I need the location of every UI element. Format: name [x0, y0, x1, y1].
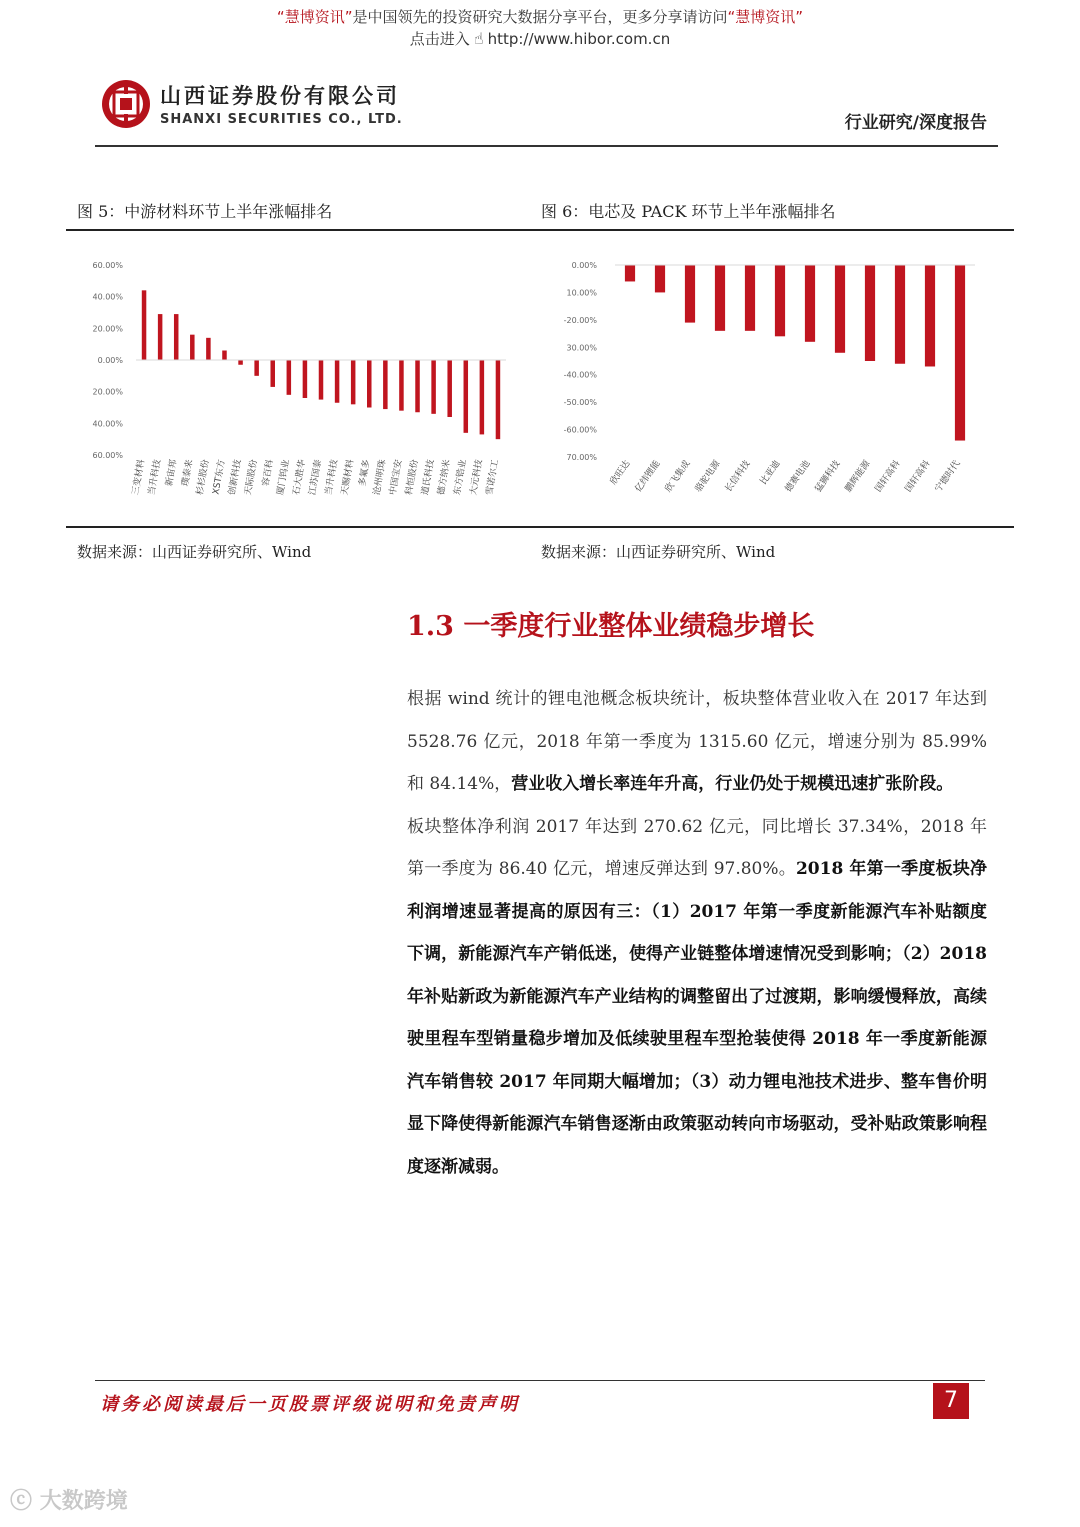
- paragraph-2-emphasis: 2018 年第一季度板块净利润增速显著提高的原因有三：（1）2017 年第一季度新能源汽车补贴额度下调，新能源汽车产销低迷，使得产业链整体增速情况受到影响；（2）2018 年补贴新政为新能源汽车产业结构的调整留出了过渡期，影响缓慢释放，高续驶里程车型销量稳步增加及低续驶里程车型抢装使得 2018 年一季度新能源汽车销售较 2017 年同期大幅增加；（3）动力锂电池技术进步、整车售价明显下降使得新能源汽车销售逐渐由政策驱动转向市场驱动，受补贴政策影响程度逐渐减弱。: [407, 859, 987, 1177]
- disclaimer-text[interactable]: 请务必阅读最后一页股票评级说明和免责声明: [100, 1394, 520, 1415]
- banner-line-2: [0, 28, 1080, 50]
- pointer-hand-icon: ☝: [473, 29, 484, 48]
- fig5-bar: [415, 360, 420, 412]
- body-paragraph: [407, 678, 987, 1188]
- banner-site-name-2[interactable]: “慧博资讯”: [727, 8, 804, 26]
- header-divider: [95, 145, 998, 147]
- fig6-bar: [835, 265, 845, 353]
- banner-url-link[interactable]: http://www.hibor.com.cn: [487, 30, 671, 48]
- fig5-bar: [254, 360, 259, 376]
- fig5-y-tick-label: 20.00%: [92, 387, 123, 397]
- fig6-category-label: 猛狮科技: [813, 458, 843, 495]
- fig5-bar: [383, 360, 388, 409]
- fig6-category-label: 欣飞集成: [663, 458, 693, 495]
- page-number: 7: [933, 1383, 969, 1419]
- fig5-category-label: 新宙邦: [164, 458, 180, 488]
- fig6-category-label: 鹏辉能源: [843, 458, 873, 495]
- figures-bottom-rule: [66, 526, 1014, 528]
- watermark-text: 大数跨境: [39, 1489, 128, 1514]
- section-title: 1.3 一季度行业整体业绩稳步增长: [407, 611, 815, 642]
- fig6-category-label: 德赛电池: [783, 458, 813, 495]
- fig5-category-label: 厦门钨业: [275, 458, 292, 496]
- fig5-bar: [303, 360, 308, 398]
- fig6-category-label: 长信科技: [723, 458, 753, 495]
- fig6-category-label: 比亚迪: [758, 458, 783, 487]
- top-banner: [0, 6, 1080, 50]
- fig6-y-tick-label: 0.00%: [571, 261, 597, 270]
- fig5-category-label: 石大胜华: [291, 458, 308, 496]
- fig5-bar: [496, 360, 501, 439]
- paragraph-2-text: 板块整体净利润 2017 年达到 270.62 亿元，同比增长 37.34%，2018 年第一季度为 86.40 亿元，增速反弹达到 97.80%。: [407, 816, 987, 879]
- fig6-bar: [715, 265, 725, 331]
- fig5-y-tick-label: 0.00%: [97, 356, 123, 365]
- fig6-bar: [685, 265, 695, 323]
- figure-6-chart: [540, 250, 1000, 515]
- fig5-bar: [174, 314, 179, 360]
- fig5-bar: [238, 360, 243, 365]
- document-type: 行业研究/深度报告: [844, 113, 987, 133]
- figure-5-chart: [70, 250, 510, 515]
- figure-5-source: 数据来源：山西证券研究所、Wind: [77, 543, 312, 561]
- company-name-cn: 山西证券股份有限公司: [160, 84, 400, 108]
- fig5-y-tick-label: 60.00%: [92, 451, 123, 460]
- company-name-en: SHANXI SECURITIES CO., LTD.: [160, 112, 403, 127]
- fig5-category-label: 江苏国泰: [307, 458, 324, 496]
- fig5-bar: [190, 335, 195, 360]
- banner-middle-text: 是中国领先的投资研究大数据分享平台，更多分享请访问: [352, 8, 728, 26]
- fig6-category-label: 欣旺达: [608, 458, 633, 487]
- fig5-y-tick-label: 40.00%: [92, 292, 123, 302]
- fig5-bar: [270, 360, 275, 387]
- company-name: [160, 80, 403, 127]
- fig6-y-tick-label: -40.00%: [563, 370, 597, 380]
- fig5-category-label: 沧州明珠: [372, 458, 389, 496]
- footer-divider: [95, 1380, 985, 1381]
- fig6-bar: [955, 265, 965, 441]
- fig5-category-label: 天际股份: [243, 458, 260, 496]
- banner-site-name[interactable]: “慧博资讯”: [276, 8, 353, 26]
- fig5-bar: [319, 360, 324, 400]
- fig5-bar: [367, 360, 372, 408]
- fig5-y-tick-label: 40.00%: [92, 419, 123, 429]
- fig6-bar: [925, 265, 935, 366]
- fig6-bar: [865, 265, 875, 361]
- fig5-bar: [222, 351, 227, 361]
- fig6-y-tick-label: -60.00%: [563, 425, 597, 435]
- fig5-category-label: 创新科技: [227, 458, 244, 496]
- fig5-category-label: 容百科: [261, 458, 276, 488]
- fig6-category-label: 国轩高科: [873, 458, 903, 495]
- fig5-bar: [399, 360, 404, 411]
- fig5-category-label: 雪诺尔工: [484, 458, 501, 496]
- fig6-category-label: 国轩高科: [903, 458, 933, 495]
- figure-6-title: 图 6：电芯及 PACK 环节上半年涨幅排名: [541, 202, 836, 221]
- fig5-y-tick-label: 60.00%: [92, 261, 123, 270]
- fig6-bar: [775, 265, 785, 336]
- paragraph-1-text: 根据 wind 统计的锂电池概念板块统计，板块整体营业收入在 2017 年达到 5528.76 亿元，2018 年第一季度为 1315.60 亿元，增速分别为 85.99%和 84.14%，: [407, 689, 987, 794]
- fig5-category-label: 德方纳米: [436, 458, 453, 496]
- fig6-bar: [745, 265, 755, 331]
- fig5-y-tick-label: 20.00%: [92, 324, 123, 334]
- fig6-y-tick-label: -50.00%: [563, 398, 597, 408]
- fig5-bar: [351, 360, 356, 404]
- fig6-y-tick-label: 10.00%: [566, 288, 597, 298]
- fig5-category-label: 三变材料: [130, 458, 147, 496]
- fig6-bar: [655, 265, 665, 292]
- fig5-category-label: 当升科技: [323, 458, 341, 496]
- figure-5-title: 图 5：中游材料环节上半年涨幅排名: [77, 202, 333, 221]
- fig6-bar: [625, 265, 635, 281]
- company-logo: [100, 78, 152, 130]
- fig6-category-label: 骆驼电源: [693, 458, 723, 495]
- fig5-category-label: 璞泰来: [180, 458, 196, 488]
- fig5-bar: [158, 314, 163, 360]
- fig6-category-label: 亿纬锂能: [633, 458, 663, 495]
- fig6-y-tick-label: -20.00%: [563, 315, 597, 325]
- fig5-category-label: 道氏科技: [420, 458, 437, 496]
- banner-line-1: [0, 6, 1080, 28]
- fig5-category-label: 大元科技: [468, 458, 485, 496]
- fig6-y-tick-label: 70.00%: [566, 453, 597, 462]
- fig5-bar: [206, 338, 211, 360]
- fig5-bar: [447, 360, 452, 417]
- figure-6-source: 数据来源：山西证券研究所、Wind: [541, 543, 776, 561]
- fig6-bar: [805, 265, 815, 342]
- fig5-category-label: 杉杉股份: [195, 458, 212, 496]
- fig6-category-label: 宁德时代: [933, 458, 963, 495]
- figures-top-rule: [66, 229, 1014, 231]
- banner-enter-text: 点击进入: [409, 30, 470, 48]
- fig5-category-label: XST东方: [211, 458, 228, 496]
- fig6-bar: [895, 265, 905, 364]
- fig5-bar: [335, 360, 340, 403]
- fig5-category-label: 天赐材料: [340, 458, 357, 496]
- fig5-bar: [431, 360, 436, 414]
- fig5-bar: [480, 360, 485, 434]
- watermark: [10, 1484, 128, 1515]
- fig5-category-label: 科恒股份: [404, 458, 421, 496]
- fig5-bar: [464, 360, 469, 433]
- fig5-bar: [287, 360, 292, 395]
- fig5-bar: [142, 290, 147, 360]
- fig5-category-label: 中国宝安: [388, 458, 405, 496]
- fig5-category-label: 当升科技: [146, 458, 164, 496]
- fig6-y-tick-label: 30.00%: [566, 343, 597, 353]
- paragraph-1-emphasis: 营业收入增长率连年升高，行业仍处于规模迅速扩张阶段。: [511, 774, 954, 794]
- fig5-category-label: 东方锆业: [452, 458, 469, 496]
- fig5-category-label: 多氟多: [357, 458, 373, 488]
- watermark-logo-icon: ⓒ: [10, 1489, 33, 1514]
